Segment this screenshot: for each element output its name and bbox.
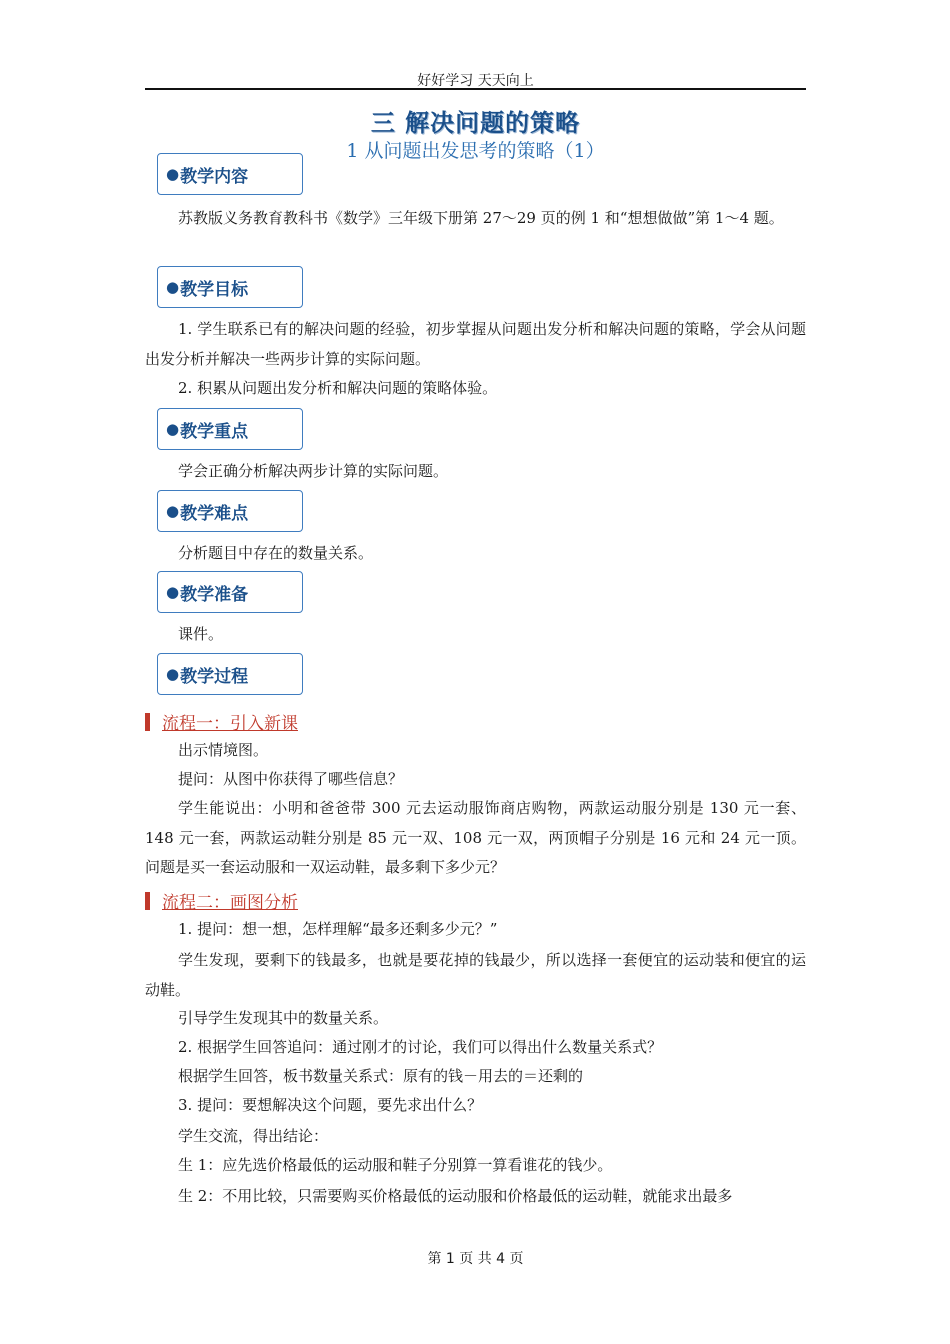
flow1-line: 提问：从图中你获得了哪些信息？ xyxy=(178,770,404,788)
prep-text: 课件。 xyxy=(178,625,224,643)
difficulty-text: 分析题目中存在的数量关系。 xyxy=(178,544,374,562)
flow-heading-1 xyxy=(145,709,298,734)
page-header: 好好学习 天天向上 xyxy=(417,73,534,89)
flow2-line: 根据学生回答，板书数量关系式：原有的钱－用去的＝还剩的 xyxy=(178,1067,584,1085)
goal-item-2: 2. 积累从问题出发分析和解决问题的策略体验。 xyxy=(178,379,498,397)
goal-item-1: 1. 学生联系已有的解决问题的经验，初步掌握从问题出发分析和解决问题的策略，学会从问题出发分析并解决一些两步计算的实际问题。 xyxy=(145,320,806,368)
lesson-subtitle: 1 从问题出发思考的策略（1） xyxy=(346,140,605,162)
bullet-dot-icon: ● xyxy=(166,420,180,438)
bullet-dot-icon: ● xyxy=(166,165,180,183)
flow2-line: 引导学生发现其中的数量关系。 xyxy=(178,1009,389,1027)
section-label: 教学重点 xyxy=(180,421,249,442)
flow2-line: 3. 提问：要想解决这个问题，要先求出什么？ xyxy=(178,1096,483,1114)
flow2-line: 学生交流，得出结论： xyxy=(178,1127,329,1145)
flow1-line: 出示情境图。 xyxy=(178,741,269,759)
bullet-dot-icon: ● xyxy=(166,278,180,296)
header-rule xyxy=(145,88,806,90)
flow-marker-icon xyxy=(145,892,150,910)
section-label: 教学目标 xyxy=(180,279,249,300)
section-label: 教学准备 xyxy=(180,584,249,605)
flow2-line: 学生发现，要剩下的钱最多，也就是要花掉的钱最少，所以选择一套便宜的运动装和便宜的运动鞋。 xyxy=(145,951,806,999)
bullet-dot-icon: ● xyxy=(166,665,180,683)
bullet-dot-icon: ● xyxy=(166,583,180,601)
section-label: 教学内容 xyxy=(180,166,249,187)
section-label: 教学难点 xyxy=(180,503,249,524)
flow-heading-2 xyxy=(145,888,298,913)
content-text: 苏教版义务教育教科书《数学》三年级下册第 27～29 页的例 1 和“想想做做”第 1～4 题。 xyxy=(178,209,784,227)
flow2-line: 2. 根据学生回答追问：通过刚才的讨论，我们可以得出什么数量关系式？ xyxy=(178,1038,663,1056)
flow1-line: 学生能说出：小明和爸爸带 300 元去运动服饰商店购物，两款运动服分别是 130 元一套、148 元一套，两款运动鞋分别是 85 元一双、108 元一双，两顶帽子分别是 16 元和 24 元一顶。问题是买一套运动服和一双运动鞋，最多剩下多少元？ xyxy=(145,799,806,877)
flow2-line: 1. 提问：想一想，怎样理解“最多还剩多少元？” xyxy=(178,920,498,938)
bullet-dot-icon: ● xyxy=(166,502,180,520)
section-box-goals xyxy=(157,266,303,308)
section-box-content xyxy=(157,153,303,195)
section-box-process xyxy=(157,653,303,695)
page-footer: 第 1 页 共 4 页 xyxy=(427,1251,524,1267)
chapter-title: 三 解决问题的策略 xyxy=(370,109,581,137)
flow-title: 流程二：画图分析 xyxy=(162,893,298,913)
key-text: 学会正确分析解决两步计算的实际问题。 xyxy=(178,462,449,480)
section-label: 教学过程 xyxy=(180,666,249,687)
flow-title: 流程一：引入新课 xyxy=(162,714,298,734)
section-box-difficulty xyxy=(157,490,303,532)
flow2-line: 生 2：不用比较，只需要购买价格最低的运动服和价格最低的运动鞋，就能求出最多 xyxy=(178,1187,733,1205)
section-box-prep xyxy=(157,571,303,613)
flow-marker-icon xyxy=(145,713,150,731)
flow2-line: 生 1：应先选价格最低的运动服和鞋子分别算一算看谁花的钱少。 xyxy=(178,1156,613,1174)
section-box-key xyxy=(157,408,303,450)
